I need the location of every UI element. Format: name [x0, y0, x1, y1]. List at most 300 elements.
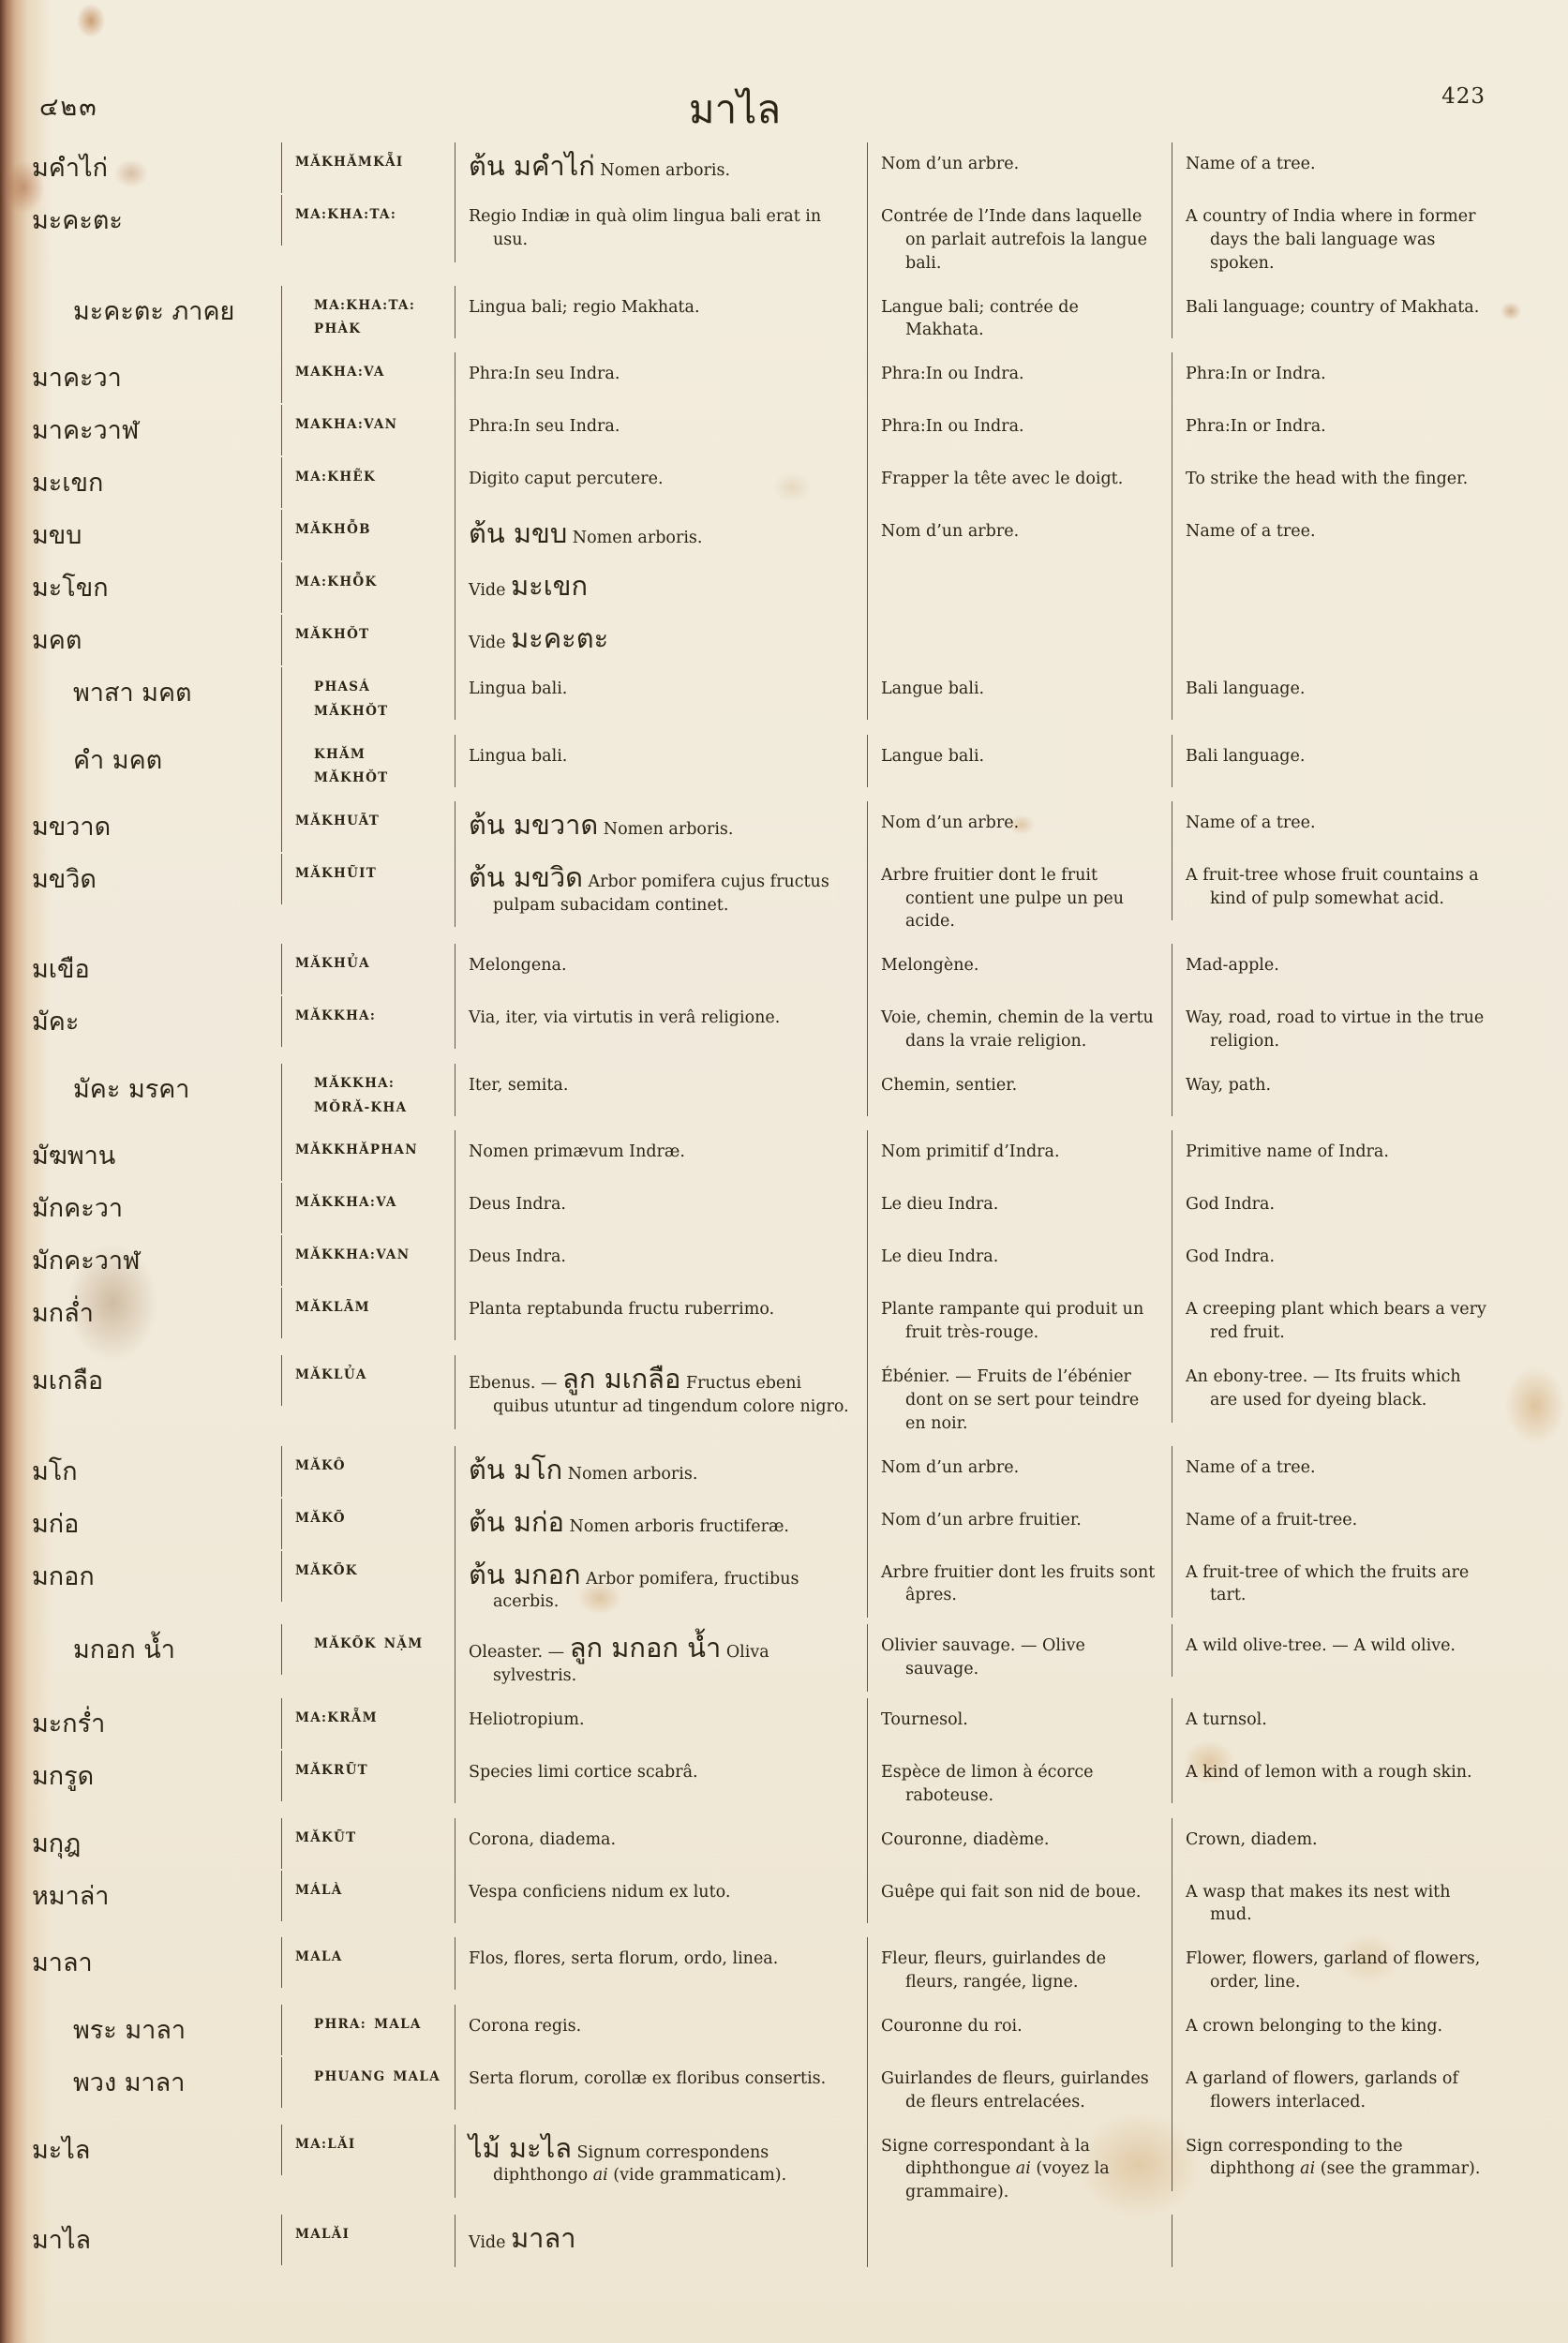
entry-french-definition [867, 1499, 1172, 1551]
entry-french-definition [867, 1064, 1172, 1116]
definition-text: Ébénier. — Fruits de l’ébénier dont on se sert pour teindre en noir. [881, 1366, 1140, 1433]
definition-text: ai [592, 2166, 608, 2186]
definition-text: Arbre fruitier dont le fruit contient une pulpe un peu acide. [881, 865, 1125, 932]
definition-text: Name of a tree. [1186, 155, 1316, 173]
entry-english-definition [1172, 1751, 1501, 1803]
definition-text: Bali language; country of Makhata. [1186, 297, 1480, 317]
entry-thai-headword: มัคะ [32, 1007, 80, 1037]
definition-text: Nom primitif d’Indra. [881, 1142, 1060, 1162]
dictionary-entry [28, 1446, 1501, 1499]
definition-text: Phra:In or Indra. [1186, 417, 1326, 437]
definition-text: Crown, diadem. [1186, 1829, 1318, 1849]
entry-french-definition [867, 615, 1172, 667]
definition-text: A wild olive-tree. — A wild olive. [1186, 1636, 1456, 1656]
definition-text: Phra:In or Indra. [1186, 365, 1326, 384]
entry-english-definition [1172, 1064, 1501, 1116]
definition-text: Voie, chemin, chemin de la vertu dans la vraie religion. [881, 1008, 1154, 1052]
entry-french-definition [867, 1130, 1172, 1183]
definition-text: Fructus ebeni quibus utuntur ad tingendum colore nigro. [493, 1373, 849, 1416]
inline-thai-text: ต้น มกอก [469, 1558, 581, 1590]
definition-text: Tournesol. [881, 1709, 968, 1729]
entry-latin-definition [455, 735, 867, 787]
definition-text: Le dieu Indra. [881, 1195, 999, 1215]
dictionary-entry [28, 1551, 1501, 1625]
entry-latin-definition [455, 996, 867, 1049]
entry-english-definition [1172, 1446, 1501, 1499]
definition-text: Signe correspondant à la diphthongue [881, 2136, 1090, 2179]
entry-latin-definition [455, 1624, 867, 1698]
entry-english-definition [1172, 1624, 1501, 1677]
inline-thai-text: ต้น มขบ [469, 517, 568, 550]
entry-french-definition [867, 1183, 1172, 1235]
entry-english-definition [1172, 1130, 1501, 1183]
definition-text: Flos, flores, serta florum, ordo, linea. [469, 1949, 779, 1969]
entry-latin-definition [455, 352, 867, 405]
definition-text: Vide [469, 634, 512, 653]
entry-english-definition [1172, 854, 1501, 921]
entry-romanization: MĂKKHA:VAN [281, 1235, 455, 1286]
entry-english-definition [1172, 352, 1501, 405]
definition-text: Phra:In ou Indra. [881, 365, 1024, 384]
entry-latin-definition [455, 1818, 867, 1871]
entry-latin-definition [455, 1064, 867, 1116]
entry-romanization: MĂKKHĂPHAN [281, 1130, 455, 1181]
definition-text: Mad-apple. [1186, 956, 1279, 976]
dictionary-entry [28, 1183, 1501, 1235]
definition-text: Serta florum, corollæ ex floribus consertis. [469, 2068, 827, 2088]
entry-english-definition [1172, 1235, 1501, 1288]
entry-romanization: PHASÁ MĂKHŎT [281, 667, 455, 734]
entry-thai-headword: มกล่ำ [32, 1299, 94, 1329]
entry-english-definition [1172, 286, 1501, 338]
definition-text: Nom d’un arbre. [881, 813, 1020, 832]
definition-text: Espèce de limon à écorce raboteuse. [881, 1762, 1094, 1805]
dictionary-entry [28, 2215, 1501, 2267]
definition-text: Fleur, fleurs, guirlandes de fleurs, rangée, ligne. [881, 1949, 1107, 1992]
dictionary-entry [28, 510, 1501, 562]
entry-romanization: MĂKLỦA [281, 1355, 455, 1406]
definition-text: Nomen arboris. [562, 1464, 698, 1484]
dictionary-entry [28, 1751, 1501, 1818]
entry-french-definition [867, 801, 1172, 854]
definition-text: Nom d’un arbre. [881, 155, 1020, 173]
definition-text: A kind of lemon with a rough skin. [1186, 1762, 1472, 1782]
dictionary-entry [28, 2057, 1501, 2125]
definition-text: A fruit-tree whose fruit countains a kind of pulp somewhat acid. [1186, 865, 1479, 908]
entry-romanization: MĂKÔ [281, 1446, 455, 1497]
entry-english-definition [1172, 405, 1501, 457]
definition-text: Chemin, sentier. [881, 1076, 1018, 1095]
entry-french-definition [867, 1698, 1172, 1751]
definition-text: Arbor pomifera cujus fructus pulpam subacidam continet. [493, 872, 829, 915]
entry-latin-definition [455, 1551, 867, 1625]
entry-romanization: MĂKÕK NẶM [281, 1624, 455, 1675]
entry-french-definition [867, 457, 1172, 510]
entry-thai-headword: มาไล [32, 2226, 92, 2256]
dictionary-entry [28, 1818, 1501, 1871]
definition-text: Oleaster. — [469, 1643, 570, 1663]
definition-text: Guêpe qui fait son nid de boue. [881, 1882, 1142, 1902]
entry-romanization: MĂKHŎT [281, 615, 455, 665]
definition-text: A wasp that makes its nest with mud. [1186, 1882, 1451, 1925]
entry-french-definition [867, 996, 1172, 1064]
entry-latin-definition [455, 286, 867, 338]
entry-french-definition [867, 1446, 1172, 1499]
entry-thai-headword: พระ มาลา [73, 2015, 187, 2045]
definition-text: Regio Indiæ in quà olim lingua bali erat in usu. [469, 207, 822, 249]
entry-latin-definition [455, 2005, 867, 2057]
definition-text: Species limi cortice scabrâ. [469, 1762, 698, 1782]
definition-text: An ebony-tree. — Its fruits which are used for dyeing black. [1186, 1366, 1461, 1410]
definition-text: Deus Indra. [469, 1247, 566, 1267]
entry-french-definition [867, 667, 1172, 720]
entry-english-definition [1172, 1818, 1501, 1871]
entry-french-definition [867, 1624, 1172, 1692]
dictionary-entry [28, 195, 1501, 286]
entry-romanization: MĂKKHA: [281, 996, 455, 1047]
definition-text: (vide grammaticam). [607, 2166, 787, 2186]
definition-text: Phra:In ou Indra. [881, 417, 1024, 437]
definition-text: Name of a tree. [1186, 522, 1316, 542]
dictionary-entry [28, 1064, 1501, 1130]
dictionary-entry [28, 996, 1501, 1064]
definition-text: Name of a tree. [1186, 813, 1316, 832]
definition-text: Ebenus. — [469, 1373, 563, 1393]
entry-romanization: MĂKÕK [281, 1551, 455, 1602]
entry-thai-headword: มขวิด [32, 864, 97, 894]
definition-text: Olivier sauvage. — Olive sauvage. [881, 1636, 1085, 1679]
entry-romanization: MA:LĂI [281, 2125, 455, 2175]
definition-text: A country of India where in former days the bali language was spoken. [1186, 207, 1476, 273]
definition-text: A crown belonging to the king. [1186, 2016, 1443, 2036]
definition-text: Bali language. [1186, 679, 1306, 699]
entry-french-definition [867, 562, 1172, 615]
dictionary-entry [28, 457, 1501, 510]
entry-thai-headword: มาคะวา [32, 364, 122, 394]
definition-text: God Indra. [1186, 1195, 1276, 1215]
entry-thai-headword: มะคะตะ ภาคย [73, 296, 235, 326]
definition-text: A fruit-tree of which the fruits are tart. [1186, 1562, 1470, 1605]
dictionary-table [28, 142, 1501, 2267]
entry-thai-headword: หมาล่า [32, 1881, 110, 1911]
entry-thai-headword: มะโขก [32, 574, 109, 604]
entry-french-definition [867, 1288, 1172, 1355]
entry-french-definition [867, 944, 1172, 996]
definition-text: A creeping plant which bears a very red fruit. [1186, 1300, 1486, 1343]
dictionary-entry [28, 1130, 1501, 1183]
definition-text: Frapper la tête avec le doigt. [881, 470, 1124, 489]
definition-text: Le dieu Indra. [881, 1247, 999, 1267]
dictionary-entry [28, 667, 1501, 734]
definition-text: Phra:In seu Indra. [469, 365, 620, 384]
entry-thai-headword: มะเขก [32, 469, 104, 499]
definition-text: Langue bali. [881, 746, 985, 766]
dictionary-entry [28, 1698, 1501, 1751]
entry-thai-headword: มาลา [32, 1948, 93, 1978]
entry-romanization: MA:KHA:TA: PHÀK [281, 286, 455, 352]
dictionary-entry [28, 352, 1501, 405]
entry-latin-definition [455, 1355, 867, 1429]
definition-text: Nomen arboris fructiferæ. [563, 1516, 789, 1536]
entry-french-definition [867, 142, 1172, 195]
entry-english-definition [1172, 996, 1501, 1064]
definition-text: Corona, diadema. [469, 1829, 617, 1849]
entry-english-definition [1172, 944, 1501, 996]
entry-latin-definition [455, 667, 867, 720]
definition-text: Name of a tree. [1186, 1457, 1316, 1477]
dictionary-entry [28, 1871, 1501, 1938]
definition-text: Nomen primævum Indræ. [469, 1142, 685, 1162]
inline-thai-text: ต้น มคำไก่ [469, 150, 595, 182]
entry-latin-definition [455, 615, 867, 667]
entry-english-definition [1172, 1355, 1501, 1423]
definition-text: Couronne, diadème. [881, 1829, 1050, 1849]
entry-thai-headword: มกอก [32, 1561, 95, 1591]
dictionary-entry [28, 854, 1501, 945]
entry-thai-headword: คำ มคต [73, 745, 163, 775]
entry-thai-headword: มขวาด [32, 812, 112, 842]
definition-text: Couronne du roi. [881, 2016, 1023, 2036]
definition-text: Corona regis. [469, 2016, 582, 2036]
definition-text: Melongena. [469, 956, 567, 976]
entry-french-definition [867, 286, 1172, 353]
entry-romanization: MA:KRẴM [281, 1698, 455, 1749]
definition-text: (see the grammar). [1315, 2159, 1481, 2179]
entry-french-definition [867, 735, 1172, 787]
definition-text: Arbre fruitier dont les fruits sont âpres. [881, 1562, 1156, 1605]
entry-english-definition [1172, 615, 1501, 667]
definition-text: God Indra. [1186, 1247, 1276, 1267]
entry-french-definition [867, 352, 1172, 405]
dictionary-entry [28, 944, 1501, 996]
entry-thai-headword: มกรูด [32, 1761, 95, 1791]
entry-romanization: MĂKKHA: MŎRĂ-KHA [281, 1064, 455, 1130]
definition-text: Nomen arboris. [594, 161, 731, 180]
entry-thai-headword: มคำไก่ [32, 154, 108, 183]
entry-latin-definition [455, 1288, 867, 1340]
definition-text: Vespa conficiens nidum ex luto. [469, 1882, 731, 1902]
entry-french-definition [867, 510, 1172, 562]
dictionary-entry [28, 1624, 1501, 1698]
entry-english-definition [1172, 1551, 1501, 1619]
definition-text: Vide [469, 581, 512, 601]
inline-thai-text: ต้น มโก [469, 1453, 563, 1485]
entry-latin-definition [455, 801, 867, 854]
inline-thai-text: มะเขก [511, 570, 589, 603]
entry-romanization: MĂKHỦA [281, 944, 455, 994]
definition-text: Phra:In seu Indra. [469, 417, 620, 437]
definition-text: Nomen arboris. [567, 529, 703, 548]
entry-french-definition [867, 1751, 1172, 1818]
entry-romanization: MALĂI [281, 2215, 455, 2265]
entry-romanization: MĂKHĂMKẴI [281, 142, 455, 193]
entry-french-definition [867, 2005, 1172, 2057]
entry-thai-headword: มขบ [32, 521, 82, 551]
definition-text: Melongène. [881, 956, 979, 976]
entry-romanization: MA:KHA:TA: [281, 195, 455, 246]
dictionary-entry [28, 562, 1501, 615]
entry-latin-definition [455, 405, 867, 457]
entry-english-definition [1172, 142, 1501, 195]
entry-english-definition [1172, 1698, 1501, 1751]
definition-text: Deus Indra. [469, 1195, 566, 1215]
page-header [39, 79, 1486, 135]
definition-text: Iter, semita. [469, 1076, 569, 1095]
entry-thai-headword: มะไล [32, 2135, 91, 2165]
entry-thai-headword: มักคะวา [32, 1194, 124, 1224]
entry-latin-definition [455, 1446, 867, 1499]
definition-text: A garland of flowers, garlands of flowers interlaced. [1186, 2068, 1458, 2112]
entry-english-definition [1172, 1937, 1501, 2005]
definition-text: Vide [469, 2233, 512, 2253]
entry-latin-definition [455, 510, 867, 562]
dictionary-entry [28, 405, 1501, 457]
page-number-thai: ๔๒๓ [39, 93, 98, 122]
inline-thai-text: มะคะตะ [511, 622, 609, 655]
definition-text: Arbor pomifera, fructibus acerbis. [493, 1569, 799, 1612]
entry-thai-headword: มะคะตะ [32, 206, 123, 235]
definition-text: Guirlandes de fleurs, guirlandes de fleurs entrelacées. [881, 2068, 1149, 2112]
entry-romanization: MĂKLÃM [281, 1288, 455, 1338]
dictionary-entry [28, 735, 1501, 801]
entry-french-definition [867, 405, 1172, 457]
entry-romanization: MÁLÀ [281, 1871, 455, 1921]
definition-text: (voyez la grammaire). [905, 2159, 1110, 2202]
entry-latin-definition [455, 1183, 867, 1235]
entry-thai-headword: มกุฎ [32, 1828, 82, 1858]
inline-thai-text: ต้น มขวิด [469, 860, 583, 893]
definition-text: Bali language. [1186, 746, 1306, 766]
entry-thai-headword: มัฆพาน [32, 1142, 116, 1172]
definition-text: Plante rampante qui produit un fruit très-rouge. [881, 1300, 1144, 1343]
entry-thai-headword: พาสา มคต [73, 679, 192, 709]
entry-english-definition [1172, 1288, 1501, 1355]
entry-latin-definition [455, 195, 867, 262]
definition-text: Name of a fruit-tree. [1186, 1510, 1358, 1530]
entry-thai-headword: มะกร่ำ [32, 1709, 106, 1739]
entry-romanization: PHRA: MALA [281, 2005, 455, 2055]
entry-english-definition [1172, 1499, 1501, 1551]
entry-latin-definition [455, 1871, 867, 1923]
definition-text: Contrée de l’Inde dans laquelle on parlait autrefois la langue bali. [881, 207, 1147, 273]
definition-text: Nom d’un arbre fruitier. [881, 1510, 1082, 1530]
entry-english-definition [1172, 801, 1501, 854]
definition-text: To strike the head with the finger. [1186, 470, 1469, 489]
entry-thai-headword: มเกลือ [32, 1366, 104, 1395]
dictionary-entry [28, 2125, 1501, 2216]
definition-text: Lingua bali; regio Makhata. [469, 297, 700, 317]
entry-english-definition [1172, 735, 1501, 787]
entry-romanization: MALA [281, 1937, 455, 1988]
dictionary-entry [28, 615, 1501, 667]
entry-french-definition [867, 2057, 1172, 2125]
definition-text: Digito caput percutere. [469, 470, 664, 489]
entry-romanization: KHĂM MĂKHŎT [281, 735, 455, 801]
entry-latin-definition [455, 1499, 867, 1551]
entry-romanization: MAKHA:VA [281, 352, 455, 403]
definition-text: Nom d’un arbre. [881, 1457, 1020, 1477]
entry-romanization: MĂKRŨT [281, 1751, 455, 1801]
entry-thai-headword: มาคะวาฬ [32, 416, 140, 446]
entry-latin-definition [455, 2215, 867, 2267]
definition-text: Nomen arboris. [598, 819, 734, 839]
entry-french-definition [867, 1937, 1172, 2005]
dictionary-entry [28, 1937, 1501, 2005]
entry-romanization: MA:KHẼK [281, 457, 455, 508]
entry-latin-definition [455, 854, 867, 928]
inline-thai-text: มาลา [511, 2222, 576, 2255]
entry-french-definition [867, 854, 1172, 945]
entry-romanization: MĂKÕ [281, 1499, 455, 1549]
running-head: มาไล [688, 86, 782, 132]
entry-french-definition [867, 1551, 1172, 1619]
definition-text: Langue bali; contrée de Makhata. [881, 297, 1079, 340]
entry-latin-definition [455, 2125, 867, 2199]
dictionary-entry [28, 142, 1501, 195]
entry-thai-headword: มัคะ มรคา [73, 1075, 190, 1104]
entry-english-definition [1172, 510, 1501, 562]
entry-thai-headword: พวง มาลา [73, 2067, 186, 2097]
entry-thai-headword: มก่อ [32, 1509, 80, 1539]
definition-text: Nom d’un arbre. [881, 522, 1020, 542]
entry-latin-definition [455, 1130, 867, 1183]
inline-thai-text: ไม้ มะไล [469, 2131, 572, 2164]
entry-english-definition [1172, 2005, 1501, 2057]
dictionary-entry [28, 1288, 1501, 1355]
entry-latin-definition [455, 1751, 867, 1803]
entry-french-definition [867, 1355, 1172, 1446]
entry-romanization: MĂKHỖB [281, 510, 455, 560]
entry-thai-headword: มโก [32, 1456, 78, 1486]
definition-text: Sign corresponding to the diphthong [1186, 2136, 1403, 2179]
entry-latin-definition [455, 457, 867, 510]
entry-english-definition [1172, 1871, 1501, 1938]
dictionary-entry [28, 2005, 1501, 2057]
entry-latin-definition [455, 562, 867, 615]
inline-thai-text: ต้น มขวาด [469, 808, 599, 841]
entry-french-definition [867, 1871, 1172, 1923]
definition-text: ai [1015, 2159, 1031, 2179]
entry-romanization: MAKHA:VAN [281, 405, 455, 455]
entry-english-definition [1172, 562, 1501, 615]
entry-french-definition [867, 1818, 1172, 1871]
entry-english-definition [1172, 457, 1501, 510]
entry-romanization: MĂKHŨIT [281, 854, 455, 904]
definition-text: Signum correspondens diphthongo [493, 2142, 769, 2186]
definition-text: Planta reptabunda fructu ruberrimo. [469, 1300, 775, 1320]
dictionary-entry [28, 801, 1501, 854]
entry-english-definition [1172, 2125, 1501, 2192]
page-number: 423 [1441, 84, 1486, 109]
definition-text: A turnsol. [1186, 1709, 1267, 1729]
entry-thai-headword: มักคะวาฬ [32, 1246, 141, 1276]
entry-english-definition [1172, 1183, 1501, 1235]
entry-latin-definition [455, 1698, 867, 1751]
entry-latin-definition [455, 1937, 867, 1990]
definition-text: ai [1300, 2159, 1316, 2179]
entry-french-definition [867, 2215, 1172, 2267]
entry-latin-definition [455, 944, 867, 996]
entry-romanization: MĂKHUÃT [281, 801, 455, 852]
entry-thai-headword: มเขือ [32, 955, 90, 985]
dictionary-entry [28, 1355, 1501, 1446]
definition-text: Lingua bali. [469, 679, 568, 699]
entry-english-definition [1172, 667, 1501, 720]
inline-thai-text: ลูก มเกลือ [562, 1362, 681, 1395]
entry-romanization: MA:KHỖK [281, 562, 455, 613]
entry-thai-headword: มกอก น้ำ [73, 1635, 175, 1665]
dictionary-entry [28, 286, 1501, 353]
